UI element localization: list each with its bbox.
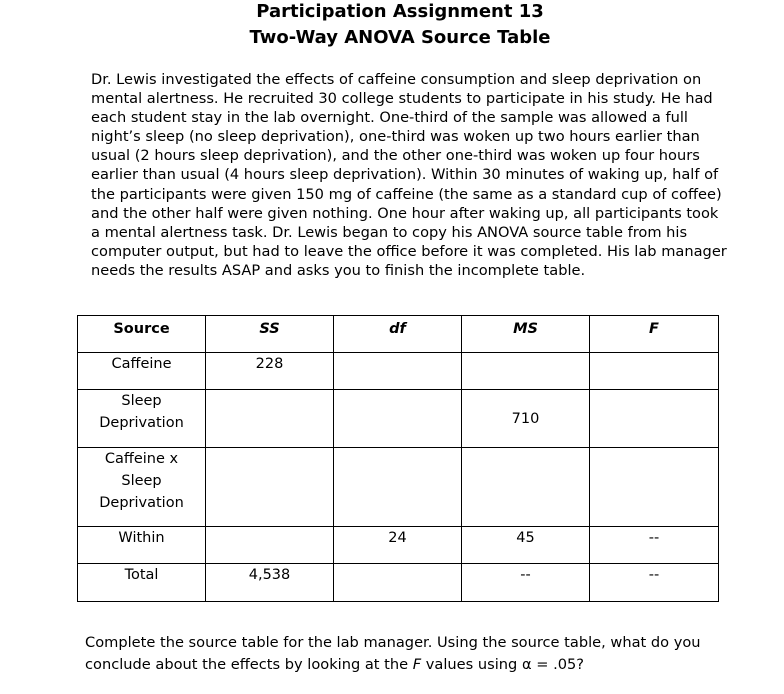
ss-cell[interactable] <box>206 448 334 527</box>
df-cell[interactable] <box>334 353 462 390</box>
source-cell <box>78 448 206 527</box>
f-symbol: F <box>412 656 422 673</box>
assignment-title: Participation Assignment 13 <box>256 1 544 22</box>
source-label: Total <box>124 567 159 583</box>
header-ss: SS <box>206 316 334 353</box>
problem-description <box>91 70 727 280</box>
source-label: Caffeine <box>111 356 172 372</box>
df-cell[interactable] <box>334 390 462 448</box>
f-cell: -- <box>590 564 719 602</box>
prompt-line: earlier than usual (4 hours sleep deprivation). Within 30 minutes of waking up, half of <box>91 166 719 184</box>
df-cell[interactable] <box>334 564 462 602</box>
header-f: F <box>590 316 719 353</box>
source-cell <box>78 527 206 564</box>
source-label: Deprivation <box>99 415 184 431</box>
table-row-within <box>78 527 719 564</box>
ms-cell[interactable] <box>462 353 590 390</box>
ss-cell[interactable]: 228 <box>206 353 334 390</box>
table-row-total <box>78 564 719 602</box>
source-label: Within <box>118 530 165 546</box>
table-subtitle: Two-Way ANOVA Source Table <box>249 27 551 48</box>
ms-cell[interactable]: 45 <box>462 527 590 564</box>
source-cell <box>78 390 206 448</box>
table-row-interaction <box>78 448 719 527</box>
f-cell[interactable] <box>590 390 719 448</box>
ms-cell[interactable] <box>462 448 590 527</box>
question-text <box>85 632 725 676</box>
question-line: Complete the source table for the lab manager. Using the source table, what do you <box>85 634 701 651</box>
prompt-line: usual (2 hours sleep deprivation), and the other one-third was woken up four hours <box>91 147 700 165</box>
ss-cell[interactable]: 4,538 <box>206 564 334 602</box>
table-header-row <box>78 316 719 353</box>
ms-cell: -- <box>462 564 590 602</box>
header-df: df <box>334 316 462 353</box>
prompt-line: night’s sleep (no sleep deprivation), one-third was woken up two hours earlier than <box>91 128 700 146</box>
question-part: values using α = .05? <box>421 656 585 673</box>
df-cell[interactable] <box>334 448 462 527</box>
prompt-line: the participants were given 150 mg of caffeine (the same as a standard cup of coffee) <box>91 185 722 203</box>
prompt-line: and the other half were given nothing. One hour after waking up, all participants took <box>91 204 719 222</box>
header-source: Source <box>78 316 206 353</box>
f-cell: -- <box>590 527 719 564</box>
prompt-line: a mental alertness task. Dr. Lewis began to copy his ANOVA source table from his <box>91 223 688 241</box>
prompt-line: needs the results ASAP and asks you to finish the incomplete table. <box>91 261 586 279</box>
anova-source-table <box>77 315 719 602</box>
question-line <box>85 654 725 676</box>
f-cell[interactable] <box>590 353 719 390</box>
ms-cell[interactable]: 710 <box>462 390 590 448</box>
ss-cell[interactable] <box>206 390 334 448</box>
question-part: conclude about the effects by looking at the <box>85 656 413 673</box>
header-ms: MS <box>462 316 590 353</box>
prompt-line: Dr. Lewis investigated the effects of caffeine consumption and sleep deprivation on <box>91 71 702 88</box>
df-cell[interactable]: 24 <box>334 527 462 564</box>
prompt-line: computer output, but had to leave the office before it was completed. His lab manager <box>91 242 727 260</box>
source-label: Deprivation <box>99 495 184 511</box>
f-cell[interactable] <box>590 448 719 527</box>
source-cell <box>78 564 206 602</box>
source-label: Sleep <box>121 393 162 409</box>
table-row-sleep-deprivation <box>78 390 719 448</box>
source-label: Sleep <box>121 473 162 489</box>
source-cell <box>78 353 206 390</box>
prompt-line: each student stay in the lab overnight. One-third of the sample was allowed a full <box>91 109 688 127</box>
ss-cell[interactable] <box>206 527 334 564</box>
prompt-line: mental alertness. He recruited 30 college students to participate in his study. He had <box>91 90 713 108</box>
source-label: Caffeine x <box>104 451 179 467</box>
table-row-caffeine <box>78 353 719 390</box>
